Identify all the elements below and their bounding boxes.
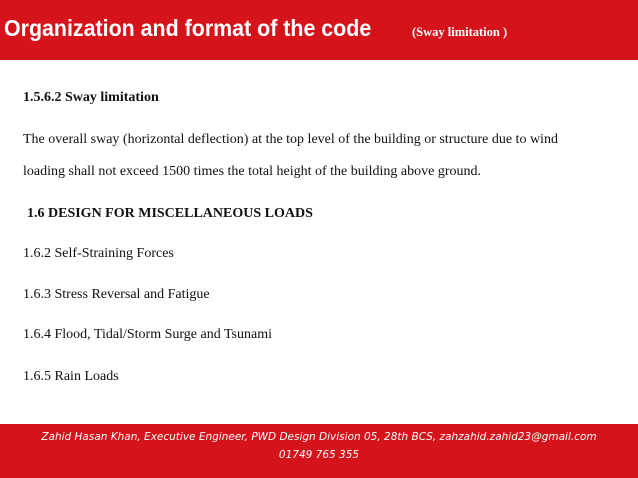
section-heading: 1.5.6.2 Sway limitation [23,90,159,105]
footer-author-line: Zahid Hasan Khan, Executive Engineer, PWD Design Division 05, 28th BCS, zahzahid.zahid23@gmail.com [41,431,597,443]
list-item-self-straining: 1.6.2 Self-Straining Forces [23,246,174,261]
footer-phone-line: 01749 765 355 [278,449,360,461]
design-heading: 1.6 DESIGN FOR MISCELLANEOUS LOADS [27,206,313,221]
list-item-flood: 1.6.4 Flood, Tidal/Storm Surge and Tsunami [23,327,272,342]
list-item-stress-reversal: 1.6.3 Stress Reversal and Fatigue [23,287,210,302]
paragraph-line-1: The overall sway (horizontal deflection) at the top level of the building or structure due to wind [23,132,558,147]
slide-title: Organization and format of the code [4,15,372,41]
title-bar [0,0,638,60]
slide-subtitle: (Sway limitation ) [412,25,508,39]
footer-bar [0,424,638,478]
paragraph-line-2: loading shall not exceed 1500 times the total height of the building above ground. [23,164,482,179]
list-item-rain-loads: 1.6.5 Rain Loads [23,369,119,384]
